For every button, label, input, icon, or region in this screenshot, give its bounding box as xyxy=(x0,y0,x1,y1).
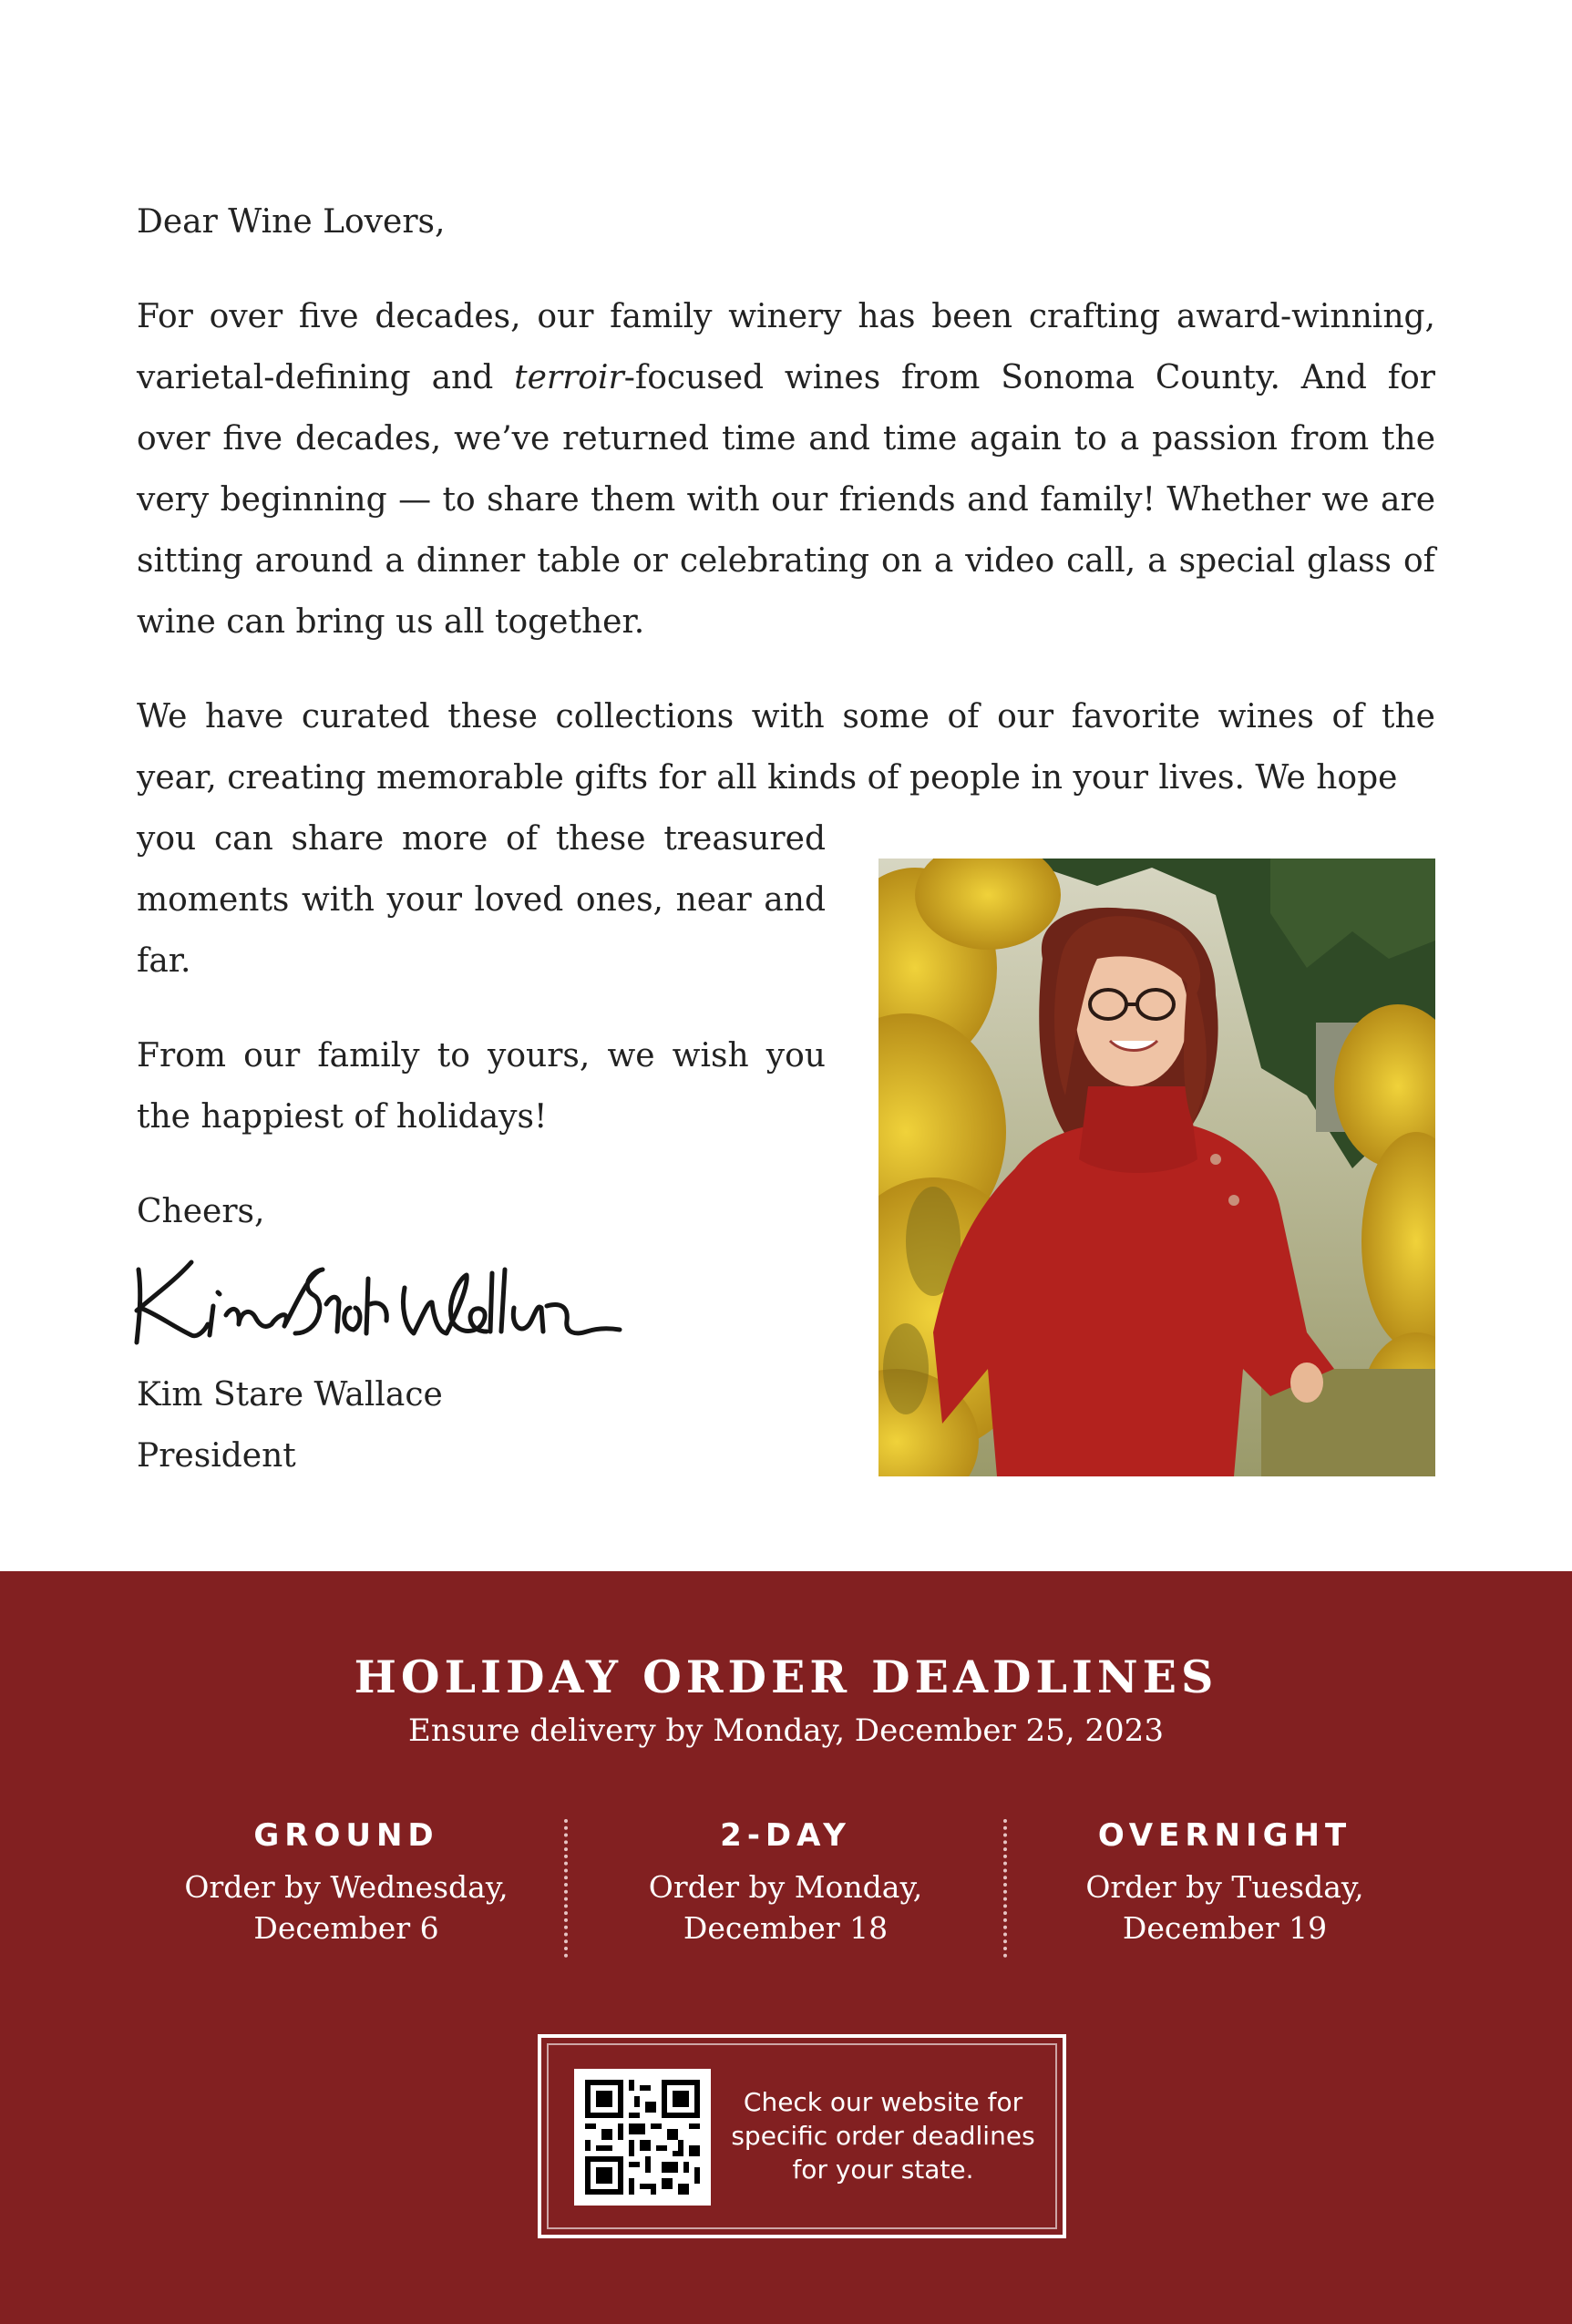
shipping-deadline-line1: Order by Tuesday, xyxy=(1085,1869,1364,1905)
shipping-option-2-day xyxy=(567,1817,1004,1949)
shipping-deadline-line1: Order by Monday, xyxy=(648,1869,923,1905)
salutation: Dear Wine Lovers, xyxy=(137,203,446,241)
letter-paragraph-3: From our family to yours, we wish you the happiest of holidays! xyxy=(137,1037,826,1136)
shipping-option-overnight xyxy=(1006,1817,1444,1949)
signature-image xyxy=(131,1251,623,1352)
qr-code-icon[interactable] xyxy=(574,2069,711,2206)
shipping-deadline-line2: December 19 xyxy=(1122,1910,1328,1946)
deadlines-title: HOLIDAY ORDER DEADLINES xyxy=(354,1650,1218,1703)
shipping-label: OVERNIGHT xyxy=(1097,1817,1352,1854)
letter-paragraph-2a: We have curated these collections with some of our favorite wines of the year, creating memorable gifts for all kinds of people in your lives. We hope xyxy=(137,698,1435,797)
deadlines-subtitle: Ensure delivery by Monday, December 25, 2023 xyxy=(408,1712,1164,1749)
portrait-photo xyxy=(878,859,1435,1476)
signer-name: Kim Stare Wallace xyxy=(137,1376,443,1414)
letter-paragraph-1 xyxy=(137,286,1435,653)
para1-emphasis: terroir xyxy=(514,359,624,396)
letter-paragraph-2b: you can share more of these treasured moments with your loved ones, near and far. xyxy=(137,820,826,980)
shipping-label: GROUND xyxy=(253,1817,439,1854)
shipping-option-ground xyxy=(128,1817,565,1949)
qr-callout-text: Check our website for specific order deadlines for your state. xyxy=(731,2087,1035,2185)
para1-start: For over five decades, our family winery has been crafting award-winning, varietal-defining and xyxy=(137,298,1435,396)
shipping-label: 2-DAY xyxy=(720,1817,851,1854)
closing: Cheers, xyxy=(137,1193,265,1230)
signer-title: President xyxy=(137,1437,296,1475)
portrait-illustration xyxy=(878,859,1435,1476)
shipping-deadline-line2: December 18 xyxy=(683,1910,889,1946)
qr-callout-box xyxy=(538,2034,1066,2238)
shipping-deadline-line1: Order by Wednesday, xyxy=(184,1869,509,1905)
para1-end: -focused wines from Sonoma County. And for over five decades, we’ve returned time and time again to a passion from the very beginning — to share them with our friends and family! Whether we are sitting around a dinner table or celebrating on a video call, a special glass of wine can bring us all together. xyxy=(137,359,1435,641)
shipping-deadline-line2: December 6 xyxy=(253,1910,439,1946)
holiday-deadlines-section xyxy=(0,1571,1572,2324)
